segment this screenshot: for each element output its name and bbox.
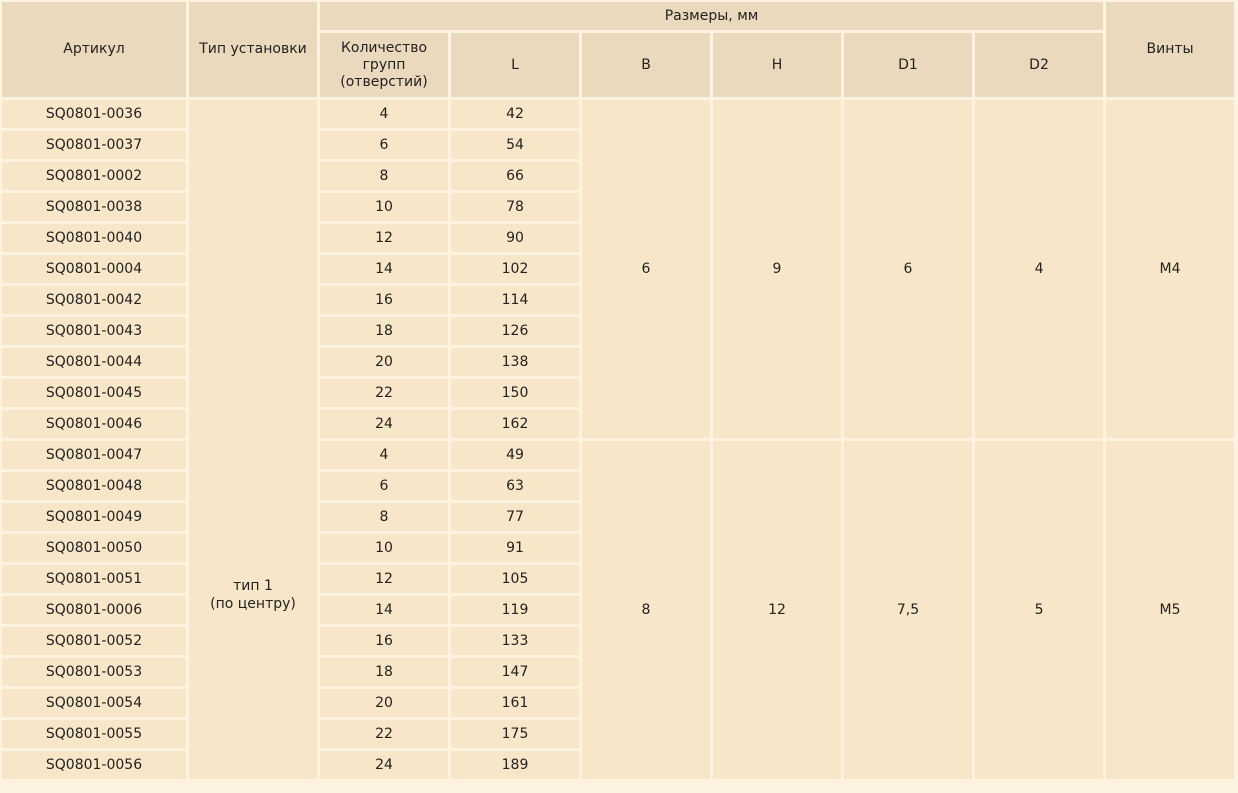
- cell-install-type-text: тип 1 (по центру): [210, 577, 296, 612]
- cell-D1: 6: [844, 100, 972, 438]
- cell-article: SQ0801-0050: [2, 534, 186, 562]
- cell-article: SQ0801-0040: [2, 224, 186, 252]
- cell-group-count: 20: [320, 689, 448, 717]
- cell-L: 105: [451, 565, 579, 593]
- cell-article: SQ0801-0046: [2, 410, 186, 438]
- header-group-count: [320, 33, 448, 97]
- cell-L: 133: [451, 627, 579, 655]
- cell-group-count: 22: [320, 379, 448, 407]
- cell-install-type: [189, 100, 317, 779]
- cell-article: SQ0801-0038: [2, 193, 186, 221]
- header-D1: D1: [844, 33, 972, 97]
- cell-D2: 4: [975, 100, 1103, 438]
- cell-group-count: 4: [320, 100, 448, 128]
- cell-article: SQ0801-0051: [2, 565, 186, 593]
- cell-article: SQ0801-0047: [2, 441, 186, 469]
- cell-L: 91: [451, 534, 579, 562]
- cell-L: 49: [451, 441, 579, 469]
- cell-L: 119: [451, 596, 579, 624]
- cell-group-count: 12: [320, 565, 448, 593]
- cell-H: 9: [713, 100, 841, 438]
- cell-group-count: 14: [320, 596, 448, 624]
- cell-L: 138: [451, 348, 579, 376]
- cell-article: SQ0801-0055: [2, 720, 186, 748]
- header-B: B: [582, 33, 710, 97]
- cell-L: 126: [451, 317, 579, 345]
- cell-article: SQ0801-0036: [2, 100, 186, 128]
- cell-group-count: 10: [320, 534, 448, 562]
- cell-L: 90: [451, 224, 579, 252]
- cell-L: 175: [451, 720, 579, 748]
- cell-group-count: 12: [320, 224, 448, 252]
- cell-article: SQ0801-0052: [2, 627, 186, 655]
- cell-L: 63: [451, 472, 579, 500]
- cell-group-count: 24: [320, 751, 448, 779]
- cell-L: 66: [451, 162, 579, 190]
- table-row: [2, 441, 1234, 469]
- cell-group-count: 18: [320, 658, 448, 686]
- cell-L: 114: [451, 286, 579, 314]
- cell-L: 150: [451, 379, 579, 407]
- cell-L: 102: [451, 255, 579, 283]
- cell-group-count: 6: [320, 472, 448, 500]
- cell-group-count: 6: [320, 131, 448, 159]
- table-body: [2, 100, 1234, 779]
- cell-article: SQ0801-0044: [2, 348, 186, 376]
- table-header: [2, 2, 1234, 97]
- cell-L: 54: [451, 131, 579, 159]
- cell-L: 147: [451, 658, 579, 686]
- cell-group-count: 22: [320, 720, 448, 748]
- cell-H: 12: [713, 441, 841, 779]
- cell-article: SQ0801-0006: [2, 596, 186, 624]
- cell-article: SQ0801-0048: [2, 472, 186, 500]
- cell-group-count: 20: [320, 348, 448, 376]
- cell-article: SQ0801-0053: [2, 658, 186, 686]
- cell-L: 78: [451, 193, 579, 221]
- cell-screws: M4: [1106, 100, 1234, 438]
- cell-group-count: 8: [320, 503, 448, 531]
- cell-article: SQ0801-0042: [2, 286, 186, 314]
- cell-article: SQ0801-0045: [2, 379, 186, 407]
- header-H: H: [713, 33, 841, 97]
- cell-D1: 7,5: [844, 441, 972, 779]
- cell-L: 162: [451, 410, 579, 438]
- cell-L: 77: [451, 503, 579, 531]
- cell-L: 42: [451, 100, 579, 128]
- cell-group-count: 8: [320, 162, 448, 190]
- cell-article: SQ0801-0002: [2, 162, 186, 190]
- cell-group-count: 18: [320, 317, 448, 345]
- cell-screws: M5: [1106, 441, 1234, 779]
- cell-B: 8: [582, 441, 710, 779]
- header-article: Артикул: [2, 2, 186, 97]
- header-group-count-text: Количество групп (отверстий): [340, 39, 428, 90]
- cell-group-count: 10: [320, 193, 448, 221]
- cell-D2: 5: [975, 441, 1103, 779]
- header-D2: D2: [975, 33, 1103, 97]
- cell-article: SQ0801-0049: [2, 503, 186, 531]
- cell-L: 189: [451, 751, 579, 779]
- cell-article: SQ0801-0054: [2, 689, 186, 717]
- cell-article: SQ0801-0043: [2, 317, 186, 345]
- header-dimensions: Размеры, мм: [320, 2, 1103, 30]
- cell-group-count: 4: [320, 441, 448, 469]
- cell-group-count: 24: [320, 410, 448, 438]
- cell-L: 161: [451, 689, 579, 717]
- header-screws: Винты: [1106, 2, 1234, 97]
- cell-group-count: 16: [320, 627, 448, 655]
- cell-group-count: 14: [320, 255, 448, 283]
- table-row: [2, 100, 1234, 128]
- cell-article: SQ0801-0056: [2, 751, 186, 779]
- header-L: L: [451, 33, 579, 97]
- cell-B: 6: [582, 100, 710, 438]
- header-install-type: Тип установки: [189, 2, 317, 97]
- cell-article: SQ0801-0004: [2, 255, 186, 283]
- cell-group-count: 16: [320, 286, 448, 314]
- cell-article: SQ0801-0037: [2, 131, 186, 159]
